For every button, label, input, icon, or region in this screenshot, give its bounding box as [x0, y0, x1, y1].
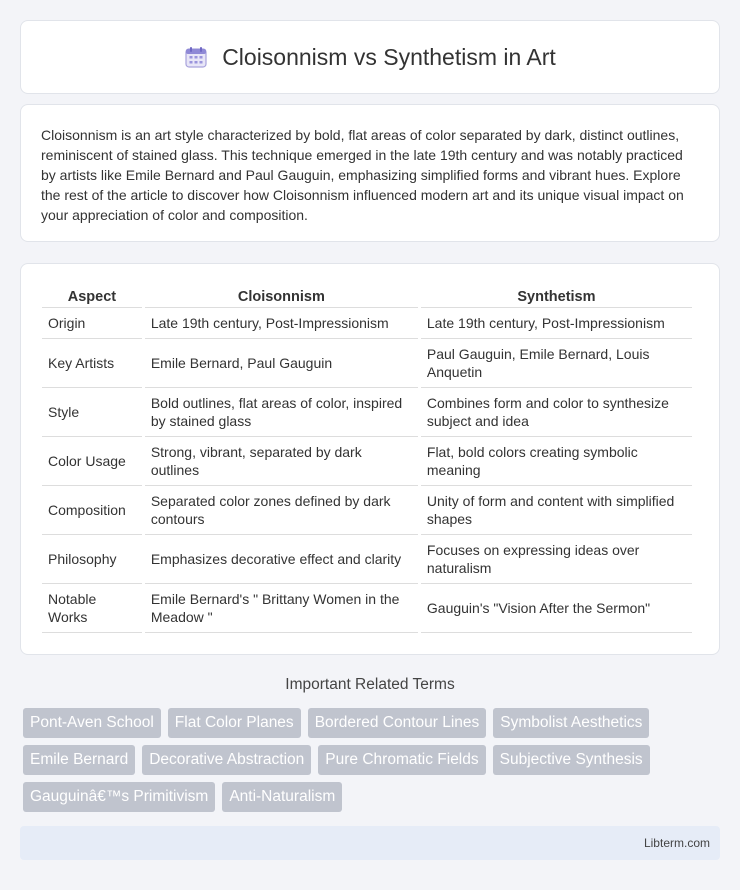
related-term-tag[interactable]: Symbolist Aesthetics [493, 708, 649, 738]
table-row [42, 308, 692, 339]
related-term-tag[interactable]: Gauguinâ€™s Primitivism [23, 782, 215, 812]
cell-synthetism: Late 19th century, Post-Impressionism [421, 308, 692, 339]
cell-synthetism: Paul Gauguin, Emile Bernard, Louis Anquetin [421, 339, 692, 388]
cell-cloisonnism: Emile Bernard, Paul Gauguin [145, 339, 418, 388]
table-row [42, 584, 692, 633]
cell-synthetism: Unity of form and content with simplified shapes [421, 486, 692, 535]
table-row [42, 535, 692, 584]
cell-aspect: Style [42, 388, 142, 437]
intro-text: Cloisonnism is an art style characterized by bold, flat areas of color separated by dark, distinct outlines, reminiscent of stained glass. This technique emerged in the late 19th century and was notably practiced by artists like Emile Bernard and Paul Gauguin, emphasizing simplified forms and vibrant hues. Explore the rest of the article to discover how Cloisonnism influenced modern art and its unique visual impact on your appreciation of color and composition. [41, 127, 684, 223]
table-header-row [42, 284, 692, 308]
related-terms-list [23, 708, 723, 812]
related-term-tag[interactable]: Bordered Contour Lines [308, 708, 487, 738]
comparison-table-card [20, 263, 720, 655]
table-row [42, 388, 692, 437]
cell-cloisonnism: Late 19th century, Post-Impressionism [145, 308, 418, 339]
footer-site-link[interactable]: Libterm.com [643, 836, 710, 850]
related-term-tag[interactable]: Flat Color Planes [168, 708, 301, 738]
header-cloisonnism: Cloisonnism [145, 284, 418, 308]
cell-aspect: Origin [42, 308, 142, 339]
title-wrap [184, 44, 556, 71]
related-term-tag[interactable]: Decorative Abstraction [142, 745, 311, 775]
header-aspect: Aspect [42, 284, 142, 308]
cell-cloisonnism: Separated color zones defined by dark contours [145, 486, 418, 535]
related-term-tag[interactable]: Anti-Naturalism [222, 782, 342, 812]
cell-cloisonnism: Emile Bernard's " Brittany Women in the Meadow " [145, 584, 418, 633]
cell-synthetism: Combines form and color to synthesize subject and idea [421, 388, 692, 437]
related-term-tag[interactable]: Subjective Synthesis [493, 745, 650, 775]
table-row [42, 339, 692, 388]
table-row [42, 437, 692, 486]
related-term-tag[interactable]: Pont-Aven School [23, 708, 161, 738]
table-row [42, 486, 692, 535]
cell-synthetism: Flat, bold colors creating symbolic meaning [421, 437, 692, 486]
cell-synthetism: Focuses on expressing ideas over naturalism [421, 535, 692, 584]
intro-card [20, 104, 720, 242]
cell-aspect: Notable Works [42, 584, 142, 633]
header-synthetism: Synthetism [421, 284, 692, 308]
cell-synthetism: Gauguin's "Vision After the Sermon" [421, 584, 692, 633]
cell-cloisonnism: Bold outlines, flat areas of color, inspired by stained glass [145, 388, 418, 437]
cell-aspect: Key Artists [42, 339, 142, 388]
related-term-tag[interactable]: Emile Bernard [23, 745, 135, 775]
footer [20, 826, 720, 860]
header-card [20, 20, 720, 94]
cell-aspect: Composition [42, 486, 142, 535]
cell-aspect: Philosophy [42, 535, 142, 584]
cell-cloisonnism: Emphasizes decorative effect and clarity [145, 535, 418, 584]
related-term-tag[interactable]: Pure Chromatic Fields [318, 745, 485, 775]
cell-aspect: Color Usage [42, 437, 142, 486]
cell-cloisonnism: Strong, vibrant, separated by dark outlines [145, 437, 418, 486]
calendar-icon [184, 45, 208, 69]
page-title: Cloisonnism vs Synthetism in Art [222, 43, 556, 70]
comparison-table [39, 284, 695, 633]
related-terms-title: Important Related Terms [285, 676, 455, 693]
